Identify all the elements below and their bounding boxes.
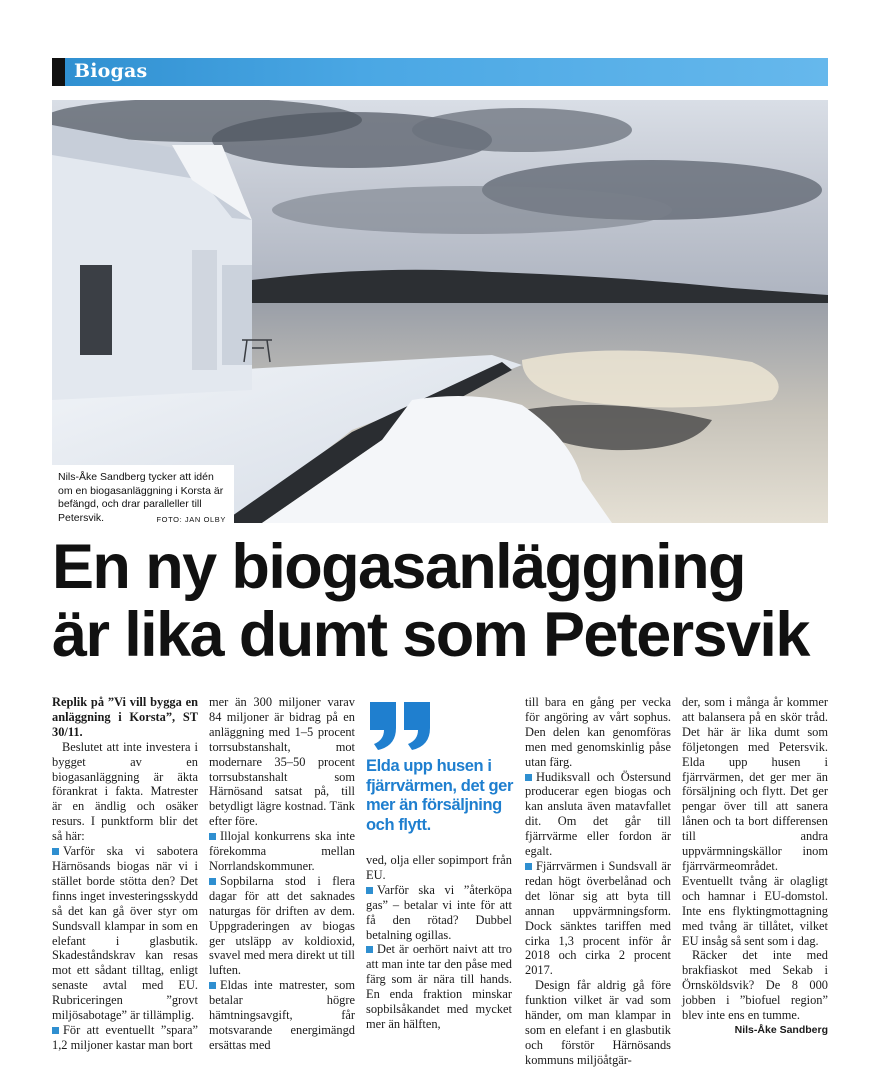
bullet-paragraph: Varför ska vi ”återköpa gas” – betalar vi inte för att få den rötad? Dubbel betalning ogillas.: [366, 882, 512, 942]
paragraph: Design får aldrig gå före funktion vilket är vad som händer, om man klampar in som en elefant i en glasbutik och förstör Härnösands kommuns miljöåtgär-: [525, 978, 671, 1067]
quote-icon: [366, 698, 436, 754]
section-marker: [52, 58, 65, 86]
bullet-paragraph: Eldas inte matrester, som betalar högre hämtningsavgift, får motsvarande energimängd ersättas med: [209, 978, 355, 1052]
paragraph: der, som i många år kommer att balansera på en skör tråd. Det här är lika dumt som följetongen med Petersvik. Elda upp husen i fjärrvärmen, det ger mer än försäljning och flytt. Det ger pengar över till att sanera lånen och ta bort differensen till andra uppvärmningskällor inom fjärrvärmeområdet. Eventuellt tvång är olagligt och hamnar i EU-domstol. Inte ens flyktingmottagning med tvång är tillåtet, vilket EU insåg så sent som i dag.: [682, 695, 828, 948]
photo-credit: FOTO: JAN OLBY: [156, 514, 226, 523]
bullet-paragraph: Fjärrvärmen i Sundsvall är redan högt överbelånad och det lönar sig att byta till annan uppvärmningsform. Dock sänktes tariffen med cirka 1,3 procent inför år 2018 och cirka 2 procent 2017.: [525, 858, 671, 978]
section-banner: [52, 58, 828, 86]
bullet-paragraph: Varför ska vi sabotera Härnösands biogas när vi i stället borde stötta den? Det finns inget investeringsskydd så det kan gå över styr om Sundsvall klampar in som en elefant i glasbutik. Skadeståndskrav kan resas mot ett sådant tilltag, enligt senaste avtal med EU. Rubriceringen ”grovt miljösabotage” är tillämplig.: [52, 844, 198, 1023]
bullet-paragraph: Sopbilarna stod i flera dagar för att det saknades naturgas för driften av dem. Uppgraderingen av biogas ger utsläpp av koldioxid, svavel med mera direkt ut till luften.: [209, 873, 355, 978]
photo-caption: [52, 465, 234, 523]
paragraph: mer än 300 miljoner varav 84 miljoner är bidrag på en anläggning med 1–5 procent torrsubstanshalt, mot modernare 35–50 procent torrsubstanshalt som Härnösand satsat på, till betydligt lägre kostnad. Tänk efter före.: [209, 695, 355, 829]
body-column-1: [52, 695, 198, 1053]
paragraph: Räcker det inte med brakfiaskot med Sekab i Örnsköldsvik? De 8 000 jobben i ”biofuel region” blev inte ens en tumme.: [682, 948, 828, 1023]
photo-illustration: [52, 100, 828, 523]
reply-reference: Replik på ”Vi vill bygga en anläggning i Korsta”, ST 30/11.: [52, 695, 198, 739]
paragraph: till bara en gång per vecka för angöring av vårt sophus. Den delen kan genomföras men med genomskinlig påse utan färg.: [525, 695, 671, 769]
bullet-paragraph: Det är oerhört naivt att tro att man inte tar den påse med färg som är nära till hands. En enda fraktion minskar sopbilsåkandet med mycket mer än hälften,: [366, 942, 512, 1031]
caption-text: Nils-Åke Sandberg tycker att idén om en biogasanläggning i Korsta är befängd, och drar paralleller till Petersvik.: [58, 471, 224, 523]
body-column-4: [525, 695, 671, 1068]
headline-line-1: En ny biogasanläggning: [52, 532, 745, 602]
author-byline: Nils-Åke Sandberg: [734, 1023, 828, 1036]
pull-quote: Elda upp husen i fjärrvärmen, det ger mer än försäljning och flytt.: [366, 757, 513, 834]
body-column-5: [682, 695, 828, 1038]
section-label: Biogas: [74, 60, 148, 82]
bullet-paragraph: Illojal konkurrens ska inte förekomma mellan Norrlandskommuner.: [209, 829, 355, 873]
bullet-paragraph: För att eventuellt ”spara” 1,2 miljoner kastar man bort: [52, 1022, 198, 1052]
body-column-2: [209, 695, 355, 1053]
article-headline: [52, 533, 842, 669]
paragraph: ved, olja eller sopimport från EU.: [366, 853, 512, 882]
article-photo: [52, 100, 828, 523]
body-column-3: [366, 853, 512, 1032]
bullet-paragraph: Hudiksvall och Östersund producerar egen biogas och kan ansluta även matavfallet dit. Om det går till fjärrvärme eller fordon är egalt.: [525, 769, 671, 859]
headline-line-2: är lika dumt som Petersvik: [52, 600, 809, 670]
paragraph: Beslutet att inte investera i bygget av en biogasanläggning är äkta förankrat i fakta. Matrester är en ändlig och osäker resurs. I punktform blir det så här:: [52, 739, 198, 844]
